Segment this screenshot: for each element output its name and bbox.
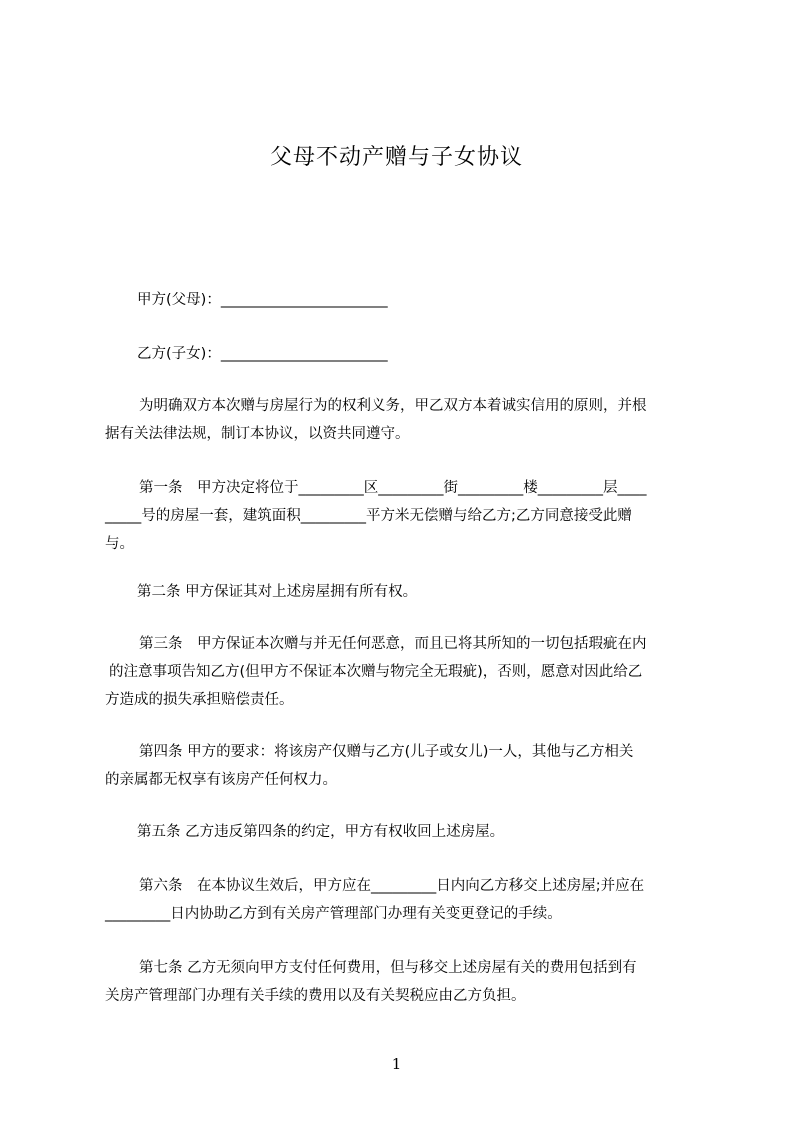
- article-3-line-3: 方造成的损失承担赔偿责任。: [105, 692, 294, 708]
- article-2: [137, 578, 417, 606]
- article-4-line-2: 的亲属都无权享有该房产任何权力。: [105, 772, 337, 788]
- page-number: 1: [391, 1055, 402, 1073]
- article-5: [137, 818, 504, 846]
- article-1-line-3: 与。: [105, 536, 134, 552]
- preamble-paragraph: [105, 392, 647, 448]
- article-5-line-1: 第五条 乙方违反第四条的约定，甲方有权收回上述房屋。: [137, 824, 505, 840]
- article-4: [105, 738, 633, 794]
- article-3-line-1: 第三条 甲方保证本次赠与并无任何恶意，而且已将其所知的一切包括瑕疵在内: [139, 636, 647, 652]
- article-1-line-1: 第一条 甲方决定将位于_________区_________街_________楼_________层____: [139, 480, 647, 496]
- article-1: [105, 474, 647, 558]
- party-a-line: 甲方(父母)：_______________________: [137, 292, 388, 308]
- article-4-line-1: 第四条 甲方的要求：将该房产仅赠与乙方(儿子或女儿)一人，其他与乙方相关: [139, 744, 634, 760]
- article-2-line-1: 第二条 甲方保证其对上述房屋拥有所有权。: [137, 584, 418, 600]
- article-7-line-1: 第七条 乙方无须向甲方支付任何费用，但与移交上述房屋有关的费用包括到有: [139, 960, 637, 976]
- article-3: [105, 630, 647, 714]
- article-6-line-1: 第六条 在本协议生效后，甲方应在_________日内向乙方移交上述房屋;并应在: [139, 878, 645, 894]
- party-b-line: 乙方(子女)：_______________________: [137, 346, 388, 362]
- article-7-line-2: 关房产管理部门办理有关手续的费用以及有关契税应由乙方负担。: [105, 988, 526, 1004]
- article-6-line-2: _________日内协助乙方到有关房产管理部门办理有关变更登记的手续。: [105, 906, 562, 922]
- preamble-line-1: 为明确双方本次赠与房屋行为的权利义务，甲乙双方本着诚实信用的原则，并根: [139, 398, 647, 414]
- article-6: [105, 872, 644, 928]
- party-b-field: [137, 340, 388, 368]
- article-3-line-2: 的注意事项告知乙方(但甲方不保证本次赠与物完全无瑕疵)，否则，愿意对因此给乙: [109, 664, 643, 680]
- document-title: 父母不动产赠与子女协议: [269, 145, 523, 170]
- article-1-line-2: _____号的房屋一套，建筑面积_________平方米无偿赠与给乙方;乙方同意接受此赠: [105, 508, 632, 524]
- party-a-field: [137, 286, 388, 314]
- preamble-line-2: 据有关法律法规，制订本协议，以资共同遵守。: [105, 426, 410, 442]
- article-7: [105, 954, 637, 1010]
